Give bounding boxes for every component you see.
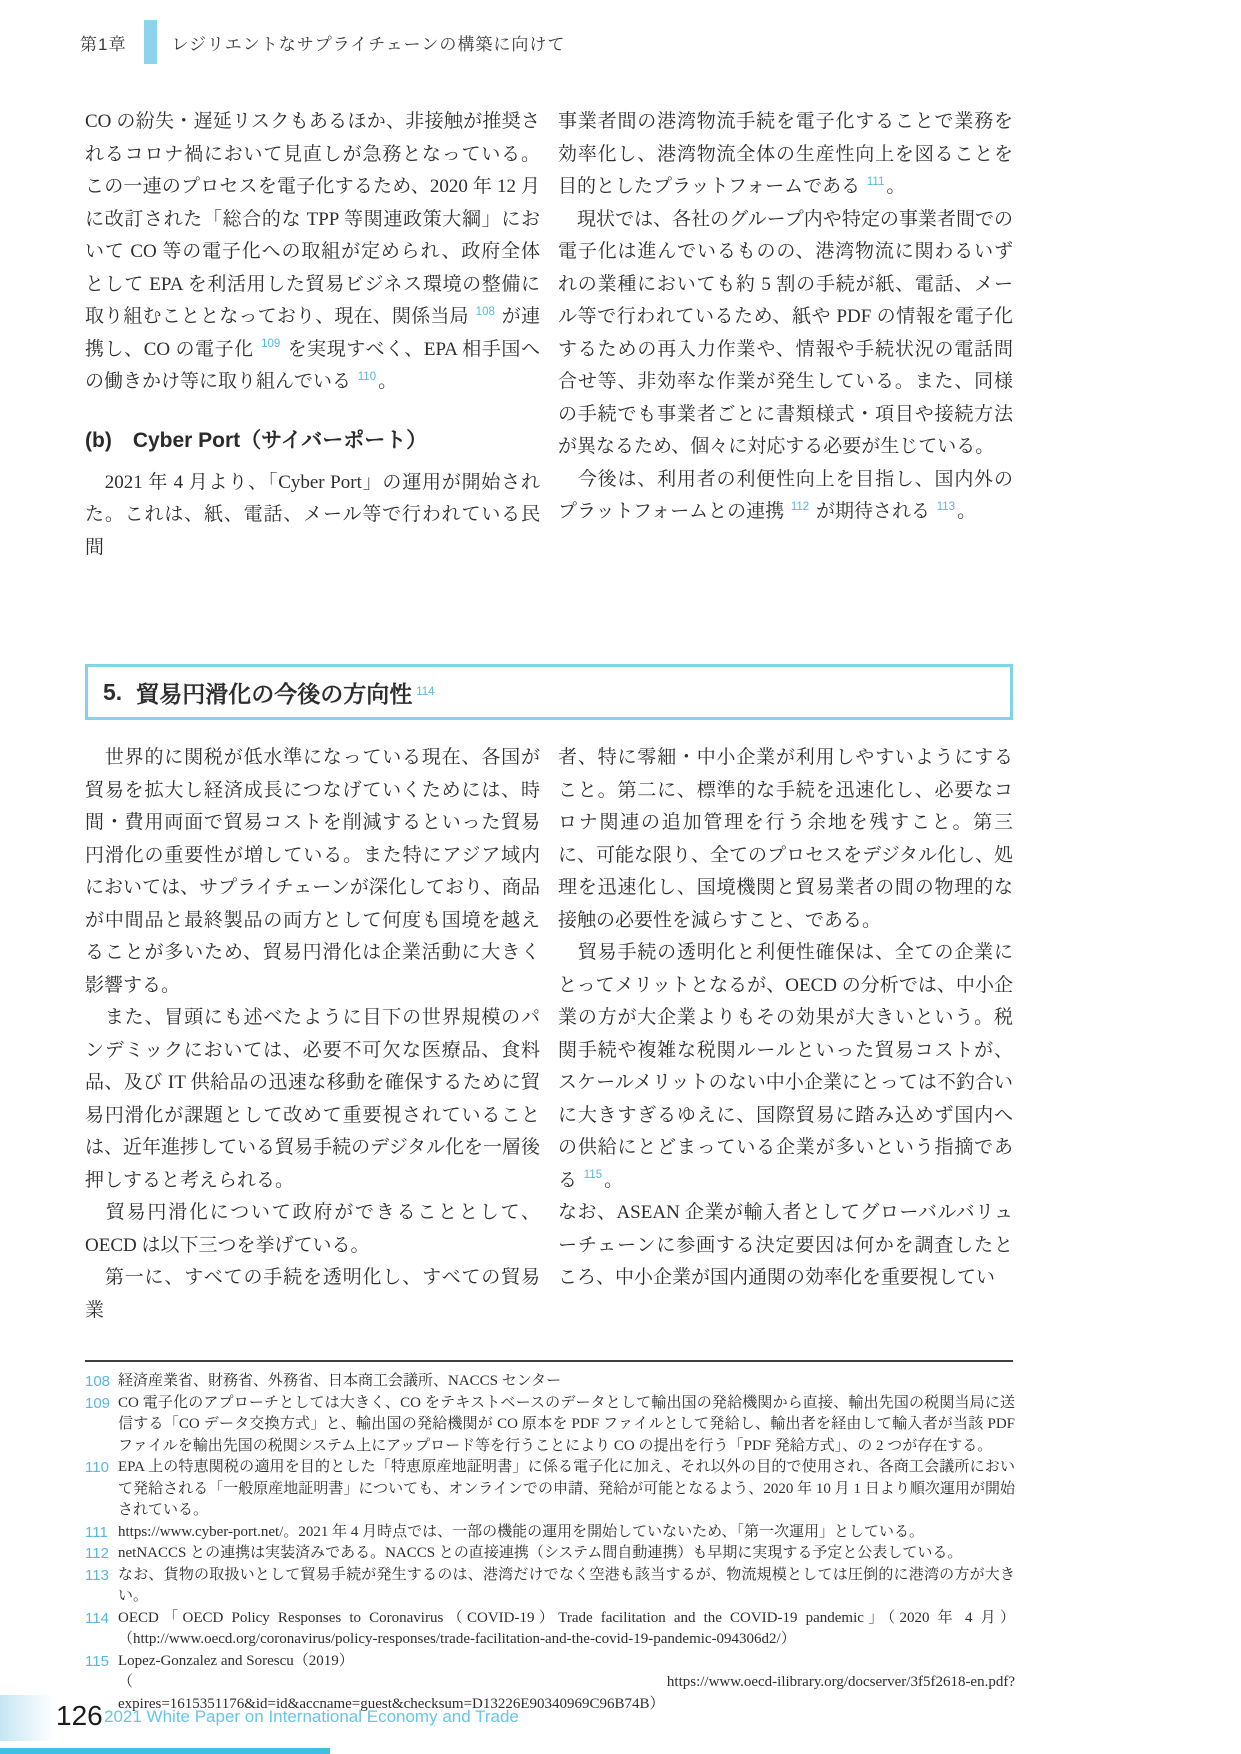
footnote-number: 113 [85, 1566, 109, 1584]
paragraph-co-risk: CO の紛失・遅延リスクもあるほか、非接触が推奨されるコロナ禍において見直しが急務となっている。この一連のプロセスを電子化するため、2020 年 12 月に改訂された「総合的な TPP 等関連政策大綱」において CO 等の電子化への取組が定められ、政府全体として EPA を利活用した貿易ビジネス環境の整備に取り組むこととなっており、現在、関係当局 $^{108}$ が連携し、CO の電子化 $^{109}$ を実現すべく、EPA 相手国への働きかけ等に取り組んでいる $^{110}$ 。 [85, 111, 541, 392]
intro-section [85, 106, 1013, 564]
paragraph-cyber-port-launch: 2021 年 4 月より、「Cyber Port」の運用が開始された。これは、紙、電話、メール等で行われている民間 [85, 471, 540, 558]
paragraph-tariffs-low: 世界的に関税が低水準になっている現在、各国が貿易を拡大し経済成長につなげていくためには、時間・費用両面で貿易コストを削減するといった貿易円滑化の重要性が増している。また特にアジア域内においては、サプライチェーンが深化しており、商品が中間品と最終製品の両方として何度も国境を越えることが多いため、貿易円滑化は企業活動に大きく影響する。 [85, 747, 540, 996]
paragraph-asean-survey: なお、ASEAN 企業が輸入者としてグローバルバリューチェーンに参画する決定要因は何かを調査したところ、中小企業が国内通関の効率化を重要視してい [558, 1202, 1013, 1288]
footnote-108 [85, 1371, 1015, 1393]
footnote-number: 110 [85, 1459, 109, 1476]
footnote-110 [85, 1457, 1015, 1522]
paragraph-future-outlook: 今後は、利用者の利便性向上を目指し、国内外のプラットフォームとの連携 $^{112}$ が期待される $^{113}$ 。 [558, 468, 1013, 522]
footnote-ref-108: 108 [475, 305, 495, 318]
right-column-section5 [558, 742, 1013, 1327]
footnote-111 [85, 1522, 1015, 1544]
footnote-text-line2: （https://www.oecd-ilibrary.org/docserver/3f5f2618-en.pdf?expires=1615351176&id=id&accname=guest&checksum=D13226E90340969C96B74B） [118, 1674, 1015, 1712]
footer-title: 2021 White Paper on International Economy and Trade [104, 1707, 519, 1726]
footnote-ref-109: 109 [261, 338, 281, 351]
page-number: 126 [56, 1700, 103, 1731]
paragraph-three-points-cont: 者、特に零細・中小企業が利用しやすいようにすること。第二に、標準的な手続を迅速化し、必要なコロナ関連の追加管理を行う余地を残すこと。第三に、可能な限り、全てのプロセスをデジタル化し、処理を迅速化し、国境機関と貿易業者の間の物理的な接触の必要性を減らすこと、である。 [558, 747, 1013, 931]
footnote-text: netNACCS との連携は実装済みである。NACCS との直接連携（システム間自動連携）も早期に実現する予定と公表している。 [118, 1545, 963, 1561]
left-column [85, 106, 540, 564]
footnote-ref-112: 112 [790, 500, 810, 513]
footnote-ref-115: 115 [583, 1169, 603, 1182]
footnote-ref-111: 111 [866, 175, 885, 188]
footnote-text: OECD「OECD Policy Responses to Coronavirus（COVID-19）Trade facilitation and the COVID-19 pandemic」（2020 年 4 月）（http://www.oecd.org/coronavirus/policy-responses/trade-facilitation-and-the-covid-19-pandemic-094306d2/） [118, 1609, 1015, 1647]
paragraph-first-point: 第一に、すべての手続を透明化し、すべての貿易業 [85, 1267, 540, 1321]
footnote-112 [85, 1543, 1015, 1565]
section5-heading-box: 5. 貿易円滑化の今後の方向性 114 [85, 664, 1013, 720]
section-number: 5. [103, 678, 123, 705]
chapter-title: レジリエントなサプライチェーンの構築に向けて [171, 34, 566, 54]
chapter-label: 第1章 [80, 34, 127, 54]
right-column [558, 106, 1013, 564]
page-header [80, 20, 565, 64]
left-column-section5 [85, 742, 540, 1327]
footnote-text-line1: Lopez-Gonzalez and Sorescu（2019） [118, 1652, 354, 1669]
footnote-divider [85, 1360, 1013, 1362]
footnote-text: CO 電子化のアプローチとしては大きく、CO をテキストベースのデータとして輸出国の発給機関から直接、輸出先国の税関当局に送信する「CO データ交換方式」と、輸出国の発給機関が CO 原本を PDF ファイルとして発給し、輸出者を経由して輸入者が当該 PDF ファイルを輸出先国の税関システム上にアップロード等を行うことにより CO の提出を行う「PDF 発給方式」、の 2 つが存在する。 [118, 1394, 1015, 1454]
footnote-text: https://www.cyber-port.net/。2021 年 4 月時点では、一部の機能の運用を開始していないため、「第一次運用」としている。 [118, 1523, 925, 1540]
footnote-number: 111 [85, 1523, 108, 1541]
page-footer [0, 1692, 1241, 1744]
section5-body [85, 742, 1013, 1327]
chapter-accent-bar [144, 20, 157, 64]
subheading-cyber-port: (b) Cyber Port（サイバーポート） [85, 428, 428, 452]
footnote-113 [85, 1565, 1015, 1608]
paragraph-oecd-three: 貿易円滑化について政府ができることとして、OECD は以下三つを挙げている。 [85, 1202, 540, 1256]
footnote-number: 112 [85, 1545, 109, 1562]
footnote-number: 115 [85, 1652, 109, 1670]
footnote-ref-113: 113 [936, 500, 956, 513]
page-number-accent-strip [0, 1695, 54, 1741]
paragraph-platform-purpose: 事業者間の港湾物流手続を電子化することで業務を効率化し、港湾物流全体の生産性向上を図ることを目的としたプラットフォームである $^{111}$ 。 [558, 111, 1013, 197]
footnote-number: 109 [85, 1394, 111, 1412]
footnote-text: 経済産業省、財務省、外務省、日本商工会議所、NACCS センター [118, 1373, 562, 1389]
bottom-accent-bar [0, 1748, 330, 1754]
footnote-number: 108 [85, 1373, 111, 1390]
footnote-ref-110: 110 [357, 370, 377, 383]
footnote-114 [85, 1608, 1015, 1651]
section-title: 貿易円滑化の今後の方向性 [136, 680, 413, 707]
footnote-109 [85, 1393, 1015, 1458]
footnote-text: なお、貨物の取扱いとして貿易手続が発生するのは、港湾だけでなく空港も該当するが、物流規模としては圧倒的に港湾の方が大きい。 [118, 1566, 1015, 1604]
paragraph-pandemic: また、冒頭にも述べたように目下の世界規模のパンデミックにおいては、必要不可欠な医療品、食料品、及び IT 供給品の迅速な移動を確保するために貿易円滑化が課題として改めて重要視されていることは、近年進捗している貿易手続のデジタル化を一層後押しすると考えられる。 [85, 1007, 540, 1191]
footnotes [85, 1371, 1015, 1715]
footnote-number: 114 [85, 1609, 109, 1627]
paragraph-current-state: 現状では、各社のグループ内や特定の事業者間での電子化は進んでいるものの、港湾物流に関わるいずれの業種においても約 5 割の手続が紙、電話、メール等で行われているため、紙や PDF の情報を電子化するための再入力作業や、情報や手続状況の電話問合せ等、非効率な作業が発生している。また、同様の手続でも事業者ごとに書類様式・項目や接続方法が異なるため、個々に対応する必要が生じている。 [558, 208, 1013, 457]
footnote-text: EPA 上の特恵関税の適用を目的とした「特恵原産地証明書」に係る電子化に加え、それ以外の目的で使用され、各商工会議所において発給される「一般原産地証明書」についても、オンラインでの申請、発給が可能となるよう、2020 年 10 月 1 日より順次運用が開始されている。 [118, 1459, 1015, 1518]
paragraph-sme-benefit: 貿易手続の透明化と利便性確保は、全ての企業にとってメリットとなるが、OECD の分析では、中小企業の方が大企業よりもその効果が大きいという。税関手続や複雑な税関ルールといった貿易コストが、スケールメリットのない中小企業にとっては不釣合いに大きすぎるゆえに、国際貿易に踏み込めず国内への供給にとどまっている企業が多いという指摘である $^{115}$ 。 [558, 942, 1013, 1191]
